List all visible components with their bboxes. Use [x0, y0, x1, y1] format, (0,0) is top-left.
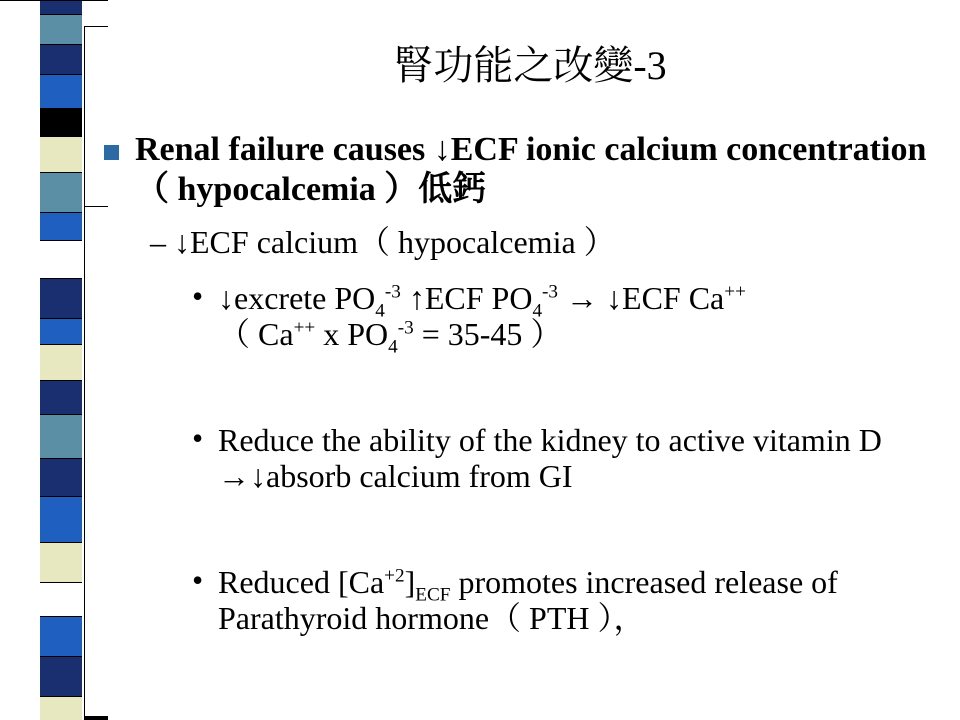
stripe-segment — [40, 458, 82, 496]
stripe-segment — [40, 318, 82, 344]
stripe-segment — [40, 240, 82, 278]
bullet-line-pth — [218, 564, 948, 636]
stripe-segment — [40, 380, 82, 414]
bullet-square-icon — [104, 145, 119, 160]
subscript: 4 — [532, 300, 543, 322]
text-part: = 35-45 ） — [413, 316, 563, 352]
stripe-segment — [40, 278, 82, 318]
stripe-segment — [40, 172, 82, 212]
stripe-segment — [40, 136, 82, 172]
superscript: ++ — [724, 281, 746, 303]
bullet-dot-icon: • — [192, 562, 204, 598]
text-part: x PO — [315, 316, 389, 352]
slide-title: 腎功能之改變-3 — [393, 43, 667, 88]
stripe-segment — [84, 0, 108, 26]
stripe-segment — [40, 582, 82, 616]
stripe-segment — [40, 14, 82, 44]
superscript: -3 — [542, 281, 559, 303]
superscript: -3 — [384, 281, 401, 303]
text-part: Reduced [Ca — [218, 564, 385, 600]
stripe-segment — [84, 206, 108, 720]
stripe-segment — [40, 616, 82, 656]
decorative-stripe — [0, 0, 110, 720]
stripe-segment — [40, 496, 82, 542]
bullet-line-excrete — [218, 280, 948, 358]
main-bullet-text: Renal failure causes ↓ECF ionic calcium concentration（ hypocalcemia ）低鈣 — [135, 131, 927, 208]
text-part: → ↓ECF Ca — [558, 280, 725, 316]
text-part: ↓excrete PO — [218, 280, 376, 316]
text-part: ] — [404, 564, 416, 600]
text-part: promotes increased release of Parathyroid hormone（ PTH ）， — [218, 564, 838, 636]
stripe-segment — [40, 414, 82, 458]
stripe-segment — [40, 656, 82, 696]
sub-bullet-dash-text: – ↓ECF calcium（ hypocalcemia ） — [150, 224, 616, 260]
subscript: 4 — [388, 336, 398, 358]
superscript: ++ — [293, 317, 316, 339]
stripe-segment — [40, 542, 82, 582]
stripe-segment — [40, 696, 82, 720]
stripe-segment — [40, 212, 82, 240]
subscript: 4 — [375, 300, 385, 322]
stripe-segment — [40, 0, 82, 14]
stripe-segment — [84, 716, 108, 720]
superscript: +2 — [384, 565, 405, 587]
text-part: （ Ca — [218, 316, 294, 352]
stripe-segment — [40, 344, 82, 380]
stripe-segment — [40, 108, 82, 136]
subscript: ECF — [415, 584, 451, 606]
superscript: -3 — [397, 317, 414, 339]
bullet-dot-icon: • — [192, 420, 204, 456]
bullet-line-vitamin-d: Reduce the ability of the kidney to active vitamin D →↓absorb calcium from GI — [218, 422, 882, 494]
text-part: ↑ECF PO — [400, 280, 533, 316]
bullet-dot-icon: • — [192, 278, 204, 314]
